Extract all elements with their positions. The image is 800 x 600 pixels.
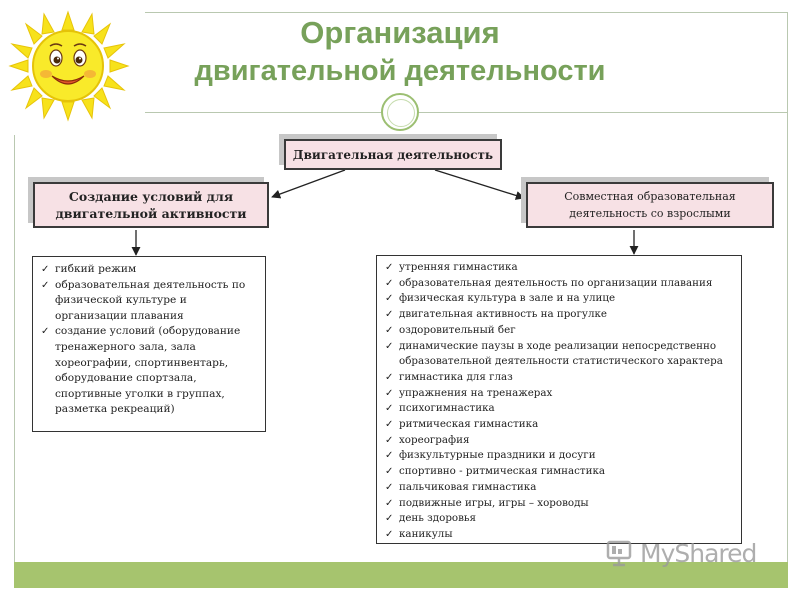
list-item: ✓ пальчиковая гимнастика (385, 480, 735, 496)
list-item: ✓ ритмическая гимнастика (385, 417, 735, 433)
list-item: ✓ физкультурные праздники и досуги (385, 448, 735, 464)
right-list (385, 260, 735, 543)
list-item: ✓ двигательная активность на прогулке (385, 307, 735, 323)
list-item: ✓ каникулы (385, 527, 735, 543)
list-item: ✓ хореография (385, 433, 735, 449)
list-item: ✓ образовательная деятельность по организации плавания (385, 276, 735, 292)
list-item: ✓ утренняя гимнастика (385, 260, 735, 276)
list-item: ✓ спортивно - ритмическая гимнастика (385, 464, 735, 480)
left-list-box (32, 256, 266, 432)
list-item: ✓ создание условий (оборудование тренажерного зала, зала хореографии, спортинвентарь, оборудование спортзала, спортивные уголки в группах, разметка рекреаций) (41, 324, 259, 418)
right-branch-node (526, 182, 774, 228)
arrow-root-to-left (272, 170, 345, 197)
right-branch-label: Совместная образовательная деятельность со взрослыми (564, 190, 736, 220)
root-node (284, 139, 502, 170)
title-line-1: Организация (300, 15, 500, 50)
arrow-root-to-right (435, 170, 524, 198)
left-list (41, 262, 259, 418)
root-node-label: Двигательная деятельность (292, 147, 494, 162)
myshared-logo-icon (606, 538, 636, 568)
left-branch-node (33, 182, 269, 228)
watermark (606, 537, 756, 569)
list-item: ✓ оздоровительный бег (385, 323, 735, 339)
list-item: ✓ день здоровья (385, 511, 735, 527)
list-item: ✓ динамические паузы в ходе реализации непосредственно образовательной деятельности статистического характера (385, 339, 735, 370)
watermark-text: MyShared (640, 538, 757, 568)
left-branch-label: Создание условий для двигательной активности (55, 189, 247, 221)
right-list-box (376, 255, 742, 544)
list-item: ✓ психогимнастика (385, 401, 735, 417)
list-item: ✓ гибкий режим (41, 262, 259, 278)
list-item: ✓ подвижные игры, игры – хороводы (385, 496, 735, 512)
list-item: ✓ гимнастика для глаз (385, 370, 735, 386)
list-item: ✓ физическая культура в зале и на улице (385, 291, 735, 307)
list-item: ✓ упражнения на тренажерах (385, 386, 735, 402)
title-line-2: двигательной деятельности (194, 55, 606, 87)
list-item: ✓ образовательная деятельность по физической культуре и организации плавания (41, 278, 259, 325)
